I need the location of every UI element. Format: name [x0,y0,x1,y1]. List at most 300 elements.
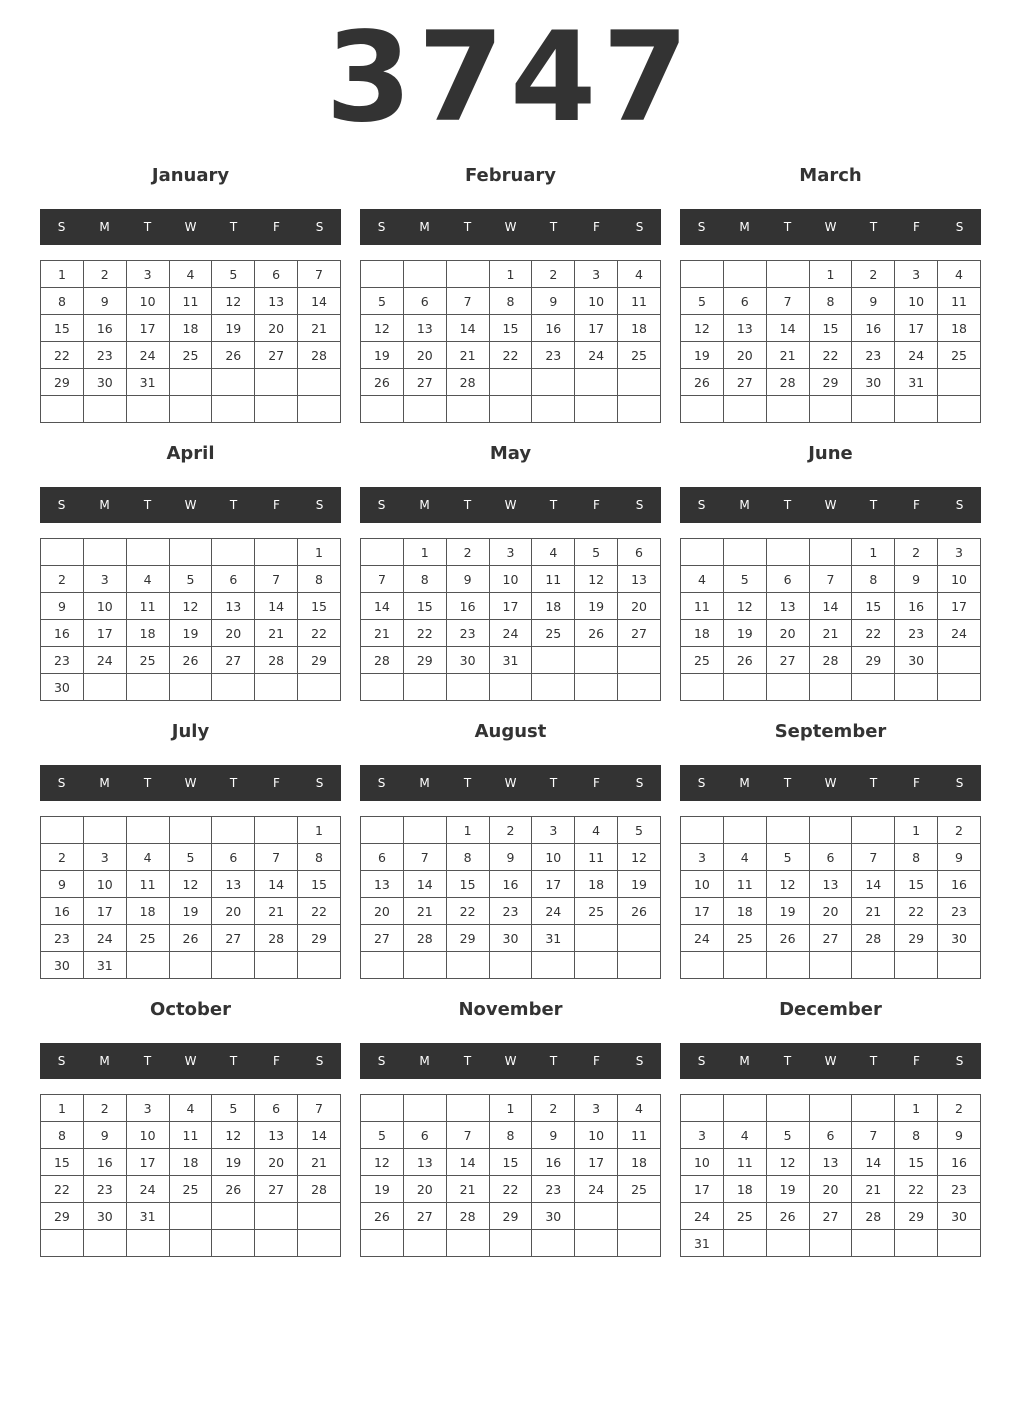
empty-day-cell [532,952,575,979]
day-cell: 6 [255,261,298,288]
empty-day-cell [938,674,981,701]
week-row [681,1203,981,1230]
day-cell: 27 [255,342,298,369]
day-cell: 11 [723,871,766,898]
day-cell: 15 [298,871,341,898]
day-cell: 19 [169,620,212,647]
day-cell: 7 [446,288,489,315]
day-grid [360,816,661,979]
empty-day-cell [575,369,618,396]
day-cell: 22 [809,342,852,369]
month-name: January [151,165,230,186]
day-cell: 21 [298,1149,341,1176]
day-cell: 12 [212,288,255,315]
empty-day-cell [489,1230,532,1257]
day-cell: 18 [723,898,766,925]
weekday-label-thu: T [869,220,878,234]
empty-day-cell [361,1230,404,1257]
day-cell: 23 [938,898,981,925]
week-row [41,647,341,674]
day-cell: 26 [361,369,404,396]
empty-day-cell [575,1203,618,1230]
day-cell: 6 [809,844,852,871]
day-cell: 23 [83,1176,126,1203]
day-cell: 21 [766,342,809,369]
empty-day-cell [809,539,852,566]
week-row [681,1230,981,1257]
day-cell: 10 [575,1122,618,1149]
day-cell: 8 [489,1122,532,1149]
day-cell: 18 [532,593,575,620]
day-cell: 5 [618,817,661,844]
day-cell: 23 [895,620,938,647]
weekday-label-tue: T [463,498,472,512]
week-row [361,620,661,647]
day-cell: 10 [575,288,618,315]
empty-day-cell [681,952,724,979]
day-cell: 3 [575,1095,618,1122]
day-cell: 30 [532,1203,575,1230]
day-cell: 28 [255,925,298,952]
week-row [41,1095,341,1122]
day-cell: 12 [681,315,724,342]
weekday-label-sun: S [57,776,66,790]
day-cell: 28 [361,647,404,674]
day-cell: 14 [361,593,404,620]
day-cell: 3 [681,844,724,871]
day-cell: 14 [852,1149,895,1176]
week-row [41,261,341,288]
day-cell: 16 [532,1149,575,1176]
day-cell: 15 [41,315,84,342]
day-cell: 26 [169,647,212,674]
week-row [361,647,661,674]
day-cell: 11 [169,288,212,315]
empty-day-cell [532,396,575,423]
weekday-label-sat: S [315,776,324,790]
day-grid [40,816,341,979]
day-cell: 27 [809,925,852,952]
empty-day-cell [895,952,938,979]
week-row [361,817,661,844]
empty-day-cell [41,1230,84,1257]
week-row [41,925,341,952]
weekday-label-thu: T [869,776,878,790]
weekday-label-fri: F [913,1054,920,1068]
day-cell: 8 [852,566,895,593]
weekday-label-fri: F [593,220,600,234]
empty-day-cell [532,674,575,701]
day-cell: 17 [126,1149,169,1176]
empty-day-cell [298,952,341,979]
empty-day-cell [255,396,298,423]
weekday-label-sat: S [315,498,324,512]
day-cell: 7 [298,261,341,288]
empty-day-cell [83,539,126,566]
day-cell: 29 [895,1203,938,1230]
day-grid [680,1094,981,1257]
day-cell: 24 [681,1203,724,1230]
week-row [681,593,981,620]
day-cell: 26 [618,898,661,925]
day-cell: 10 [489,566,532,593]
day-cell: 11 [618,1122,661,1149]
day-cell: 7 [809,566,852,593]
day-cell: 11 [169,1122,212,1149]
week-row [681,1095,981,1122]
day-cell: 12 [575,566,618,593]
day-cell: 23 [41,647,84,674]
day-cell: 19 [212,315,255,342]
empty-day-cell [895,1230,938,1257]
day-cell: 2 [83,1095,126,1122]
week-row [361,593,661,620]
day-cell: 24 [681,925,724,952]
weekday-label-sun: S [377,220,386,234]
weekday-label-sat: S [955,776,964,790]
day-cell: 24 [532,898,575,925]
weekday-label-tue: T [783,1054,792,1068]
empty-day-cell [938,369,981,396]
day-cell: 30 [852,369,895,396]
weekday-label-fri: F [273,220,280,234]
empty-day-cell [255,817,298,844]
day-cell: 7 [255,566,298,593]
day-cell: 2 [938,1095,981,1122]
day-cell: 10 [681,1149,724,1176]
week-row [361,288,661,315]
day-cell: 23 [446,620,489,647]
day-cell: 10 [532,844,575,871]
empty-day-cell [723,952,766,979]
week-row [41,844,341,871]
week-row [681,925,981,952]
weekday-label-mon: M [419,498,430,512]
day-cell: 2 [41,566,84,593]
day-cell: 26 [766,1203,809,1230]
day-cell: 2 [532,261,575,288]
day-cell: 6 [403,288,446,315]
day-cell: 13 [723,315,766,342]
week-row [361,342,661,369]
day-cell: 4 [575,817,618,844]
empty-day-cell [126,952,169,979]
day-cell: 1 [809,261,852,288]
week-row [41,396,341,423]
day-cell: 12 [361,1149,404,1176]
day-cell: 22 [895,898,938,925]
weekday-label-sat: S [635,498,644,512]
day-cell: 12 [766,1149,809,1176]
week-row [681,566,981,593]
empty-day-cell [298,396,341,423]
day-grid [680,260,981,423]
day-cell: 19 [361,1176,404,1203]
empty-day-cell [212,369,255,396]
empty-day-cell [575,952,618,979]
day-cell: 3 [489,539,532,566]
day-cell: 27 [403,369,446,396]
day-cell: 30 [489,925,532,952]
empty-day-cell [766,1095,809,1122]
day-cell: 9 [41,871,84,898]
weekday-label-fri: F [913,220,920,234]
day-cell: 6 [766,566,809,593]
empty-day-cell [255,1230,298,1257]
day-cell: 30 [83,369,126,396]
weekday-label-thu: T [549,220,558,234]
day-cell: 22 [298,898,341,925]
empty-day-cell [403,1230,446,1257]
day-cell: 1 [41,1095,84,1122]
day-cell: 21 [852,898,895,925]
day-cell: 21 [446,342,489,369]
day-cell: 10 [895,288,938,315]
empty-day-cell [255,539,298,566]
day-cell: 23 [532,1176,575,1203]
empty-day-cell [255,369,298,396]
day-cell: 19 [766,898,809,925]
weekday-label-wed: W [824,498,837,512]
day-cell: 17 [532,871,575,898]
month-name: May [489,443,532,464]
day-cell: 6 [809,1122,852,1149]
weekday-label-tue: T [143,1054,152,1068]
day-cell: 3 [126,1095,169,1122]
week-row [681,817,981,844]
weekday-label-tue: T [143,220,152,234]
day-cell: 20 [766,620,809,647]
week-row [681,844,981,871]
day-cell: 18 [126,898,169,925]
day-cell: 16 [938,871,981,898]
weekday-label-fri: F [273,1054,280,1068]
day-cell: 14 [298,288,341,315]
day-cell: 30 [41,952,84,979]
day-cell: 6 [212,566,255,593]
month-name: July [171,721,210,742]
weekday-label-wed: W [824,776,837,790]
week-row [681,1122,981,1149]
day-cell: 1 [489,261,532,288]
weekday-label-mon: M [739,220,750,234]
day-cell: 30 [938,1203,981,1230]
weekday-label-mon: M [739,498,750,512]
day-cell: 27 [212,647,255,674]
empty-day-cell [212,1203,255,1230]
day-cell: 29 [41,1203,84,1230]
day-cell: 15 [403,593,446,620]
day-cell: 27 [361,925,404,952]
day-cell: 25 [723,925,766,952]
day-cell: 3 [895,261,938,288]
day-cell: 22 [446,898,489,925]
weekday-header [680,765,981,801]
weekday-label-mon: M [419,1054,430,1068]
day-cell: 24 [126,342,169,369]
empty-day-cell [169,539,212,566]
day-cell: 20 [809,898,852,925]
day-cell: 29 [298,925,341,952]
day-cell: 11 [938,288,981,315]
day-cell: 27 [618,620,661,647]
day-cell: 1 [852,539,895,566]
day-cell: 6 [403,1122,446,1149]
day-cell: 6 [618,539,661,566]
weekday-label-tue: T [143,498,152,512]
day-cell: 12 [361,315,404,342]
day-cell: 10 [126,1122,169,1149]
weekday-label-sun: S [377,776,386,790]
empty-day-cell [361,817,404,844]
empty-day-cell [852,396,895,423]
day-cell: 4 [618,261,661,288]
day-cell: 23 [83,342,126,369]
week-row [41,288,341,315]
day-cell: 21 [255,898,298,925]
day-cell: 29 [489,1203,532,1230]
day-cell: 22 [489,1176,532,1203]
day-cell: 22 [41,1176,84,1203]
weekday-label-wed: W [504,498,517,512]
weekday-label-sun: S [57,1054,66,1068]
day-cell: 16 [41,620,84,647]
day-cell: 17 [83,898,126,925]
week-row [41,674,341,701]
empty-day-cell [766,952,809,979]
day-cell: 13 [766,593,809,620]
day-cell: 24 [938,620,981,647]
month-name: August [474,721,547,742]
day-cell: 15 [489,1149,532,1176]
empty-day-cell [298,1230,341,1257]
empty-day-cell [212,952,255,979]
week-row [681,674,981,701]
empty-day-cell [852,817,895,844]
day-cell: 15 [446,871,489,898]
empty-day-cell [41,539,84,566]
day-cell: 17 [938,593,981,620]
weekday-label-mon: M [739,776,750,790]
day-cell: 17 [575,315,618,342]
week-row [681,288,981,315]
week-row [361,925,661,952]
day-cell: 26 [212,1176,255,1203]
day-cell: 21 [255,620,298,647]
weekday-header [680,209,981,245]
day-cell: 31 [681,1230,724,1257]
empty-day-cell [489,396,532,423]
weekday-header [360,209,661,245]
day-cell: 18 [169,315,212,342]
empty-day-cell [723,396,766,423]
empty-day-cell [766,1230,809,1257]
day-cell: 20 [618,593,661,620]
empty-day-cell [809,817,852,844]
weekday-label-mon: M [99,220,110,234]
day-cell: 6 [361,844,404,871]
day-cell: 5 [766,1122,809,1149]
week-row [361,1176,661,1203]
weekday-label-sun: S [57,220,66,234]
empty-day-cell [723,1230,766,1257]
day-cell: 6 [212,844,255,871]
day-cell: 28 [446,1203,489,1230]
day-cell: 21 [809,620,852,647]
weekday-label-mon: M [419,220,430,234]
day-cell: 29 [403,647,446,674]
weekday-label-sat: S [635,1054,644,1068]
weekday-label-wed: W [504,220,517,234]
week-row [41,315,341,342]
weekday-label-wed: W [184,776,197,790]
day-cell: 14 [298,1122,341,1149]
day-cell: 11 [126,871,169,898]
day-cell: 14 [255,871,298,898]
day-cell: 8 [41,288,84,315]
week-row [41,342,341,369]
empty-day-cell [723,1095,766,1122]
day-cell: 5 [361,1122,404,1149]
day-cell: 17 [126,315,169,342]
day-cell: 21 [446,1176,489,1203]
day-cell: 25 [575,898,618,925]
day-cell: 20 [403,1176,446,1203]
day-cell: 10 [126,288,169,315]
day-cell: 25 [618,1176,661,1203]
empty-day-cell [212,396,255,423]
day-cell: 8 [41,1122,84,1149]
day-cell: 16 [446,593,489,620]
empty-day-cell [255,674,298,701]
day-cell: 24 [489,620,532,647]
day-cell: 3 [938,539,981,566]
empty-day-cell [169,674,212,701]
empty-day-cell [489,369,532,396]
day-cell: 16 [532,315,575,342]
day-cell: 21 [852,1176,895,1203]
empty-day-cell [723,539,766,566]
empty-day-cell [169,952,212,979]
day-cell: 4 [532,539,575,566]
empty-day-cell [618,396,661,423]
weekday-header [680,487,981,523]
day-cell: 14 [403,871,446,898]
week-row [41,566,341,593]
day-cell: 28 [852,1203,895,1230]
day-cell: 25 [169,342,212,369]
day-cell: 17 [83,620,126,647]
day-cell: 9 [446,566,489,593]
day-cell: 7 [852,1122,895,1149]
day-cell: 31 [83,952,126,979]
day-cell: 25 [169,1176,212,1203]
empty-day-cell [766,261,809,288]
day-cell: 18 [618,1149,661,1176]
weekday-label-sun: S [697,498,706,512]
day-grid [40,538,341,701]
weekday-label-wed: W [504,776,517,790]
empty-day-cell [809,674,852,701]
day-cell: 29 [446,925,489,952]
day-cell: 1 [895,1095,938,1122]
month-name: April [166,443,215,464]
week-row [361,1122,661,1149]
weekday-label-sat: S [315,1054,324,1068]
empty-day-cell [446,674,489,701]
week-row [681,261,981,288]
empty-day-cell [618,925,661,952]
